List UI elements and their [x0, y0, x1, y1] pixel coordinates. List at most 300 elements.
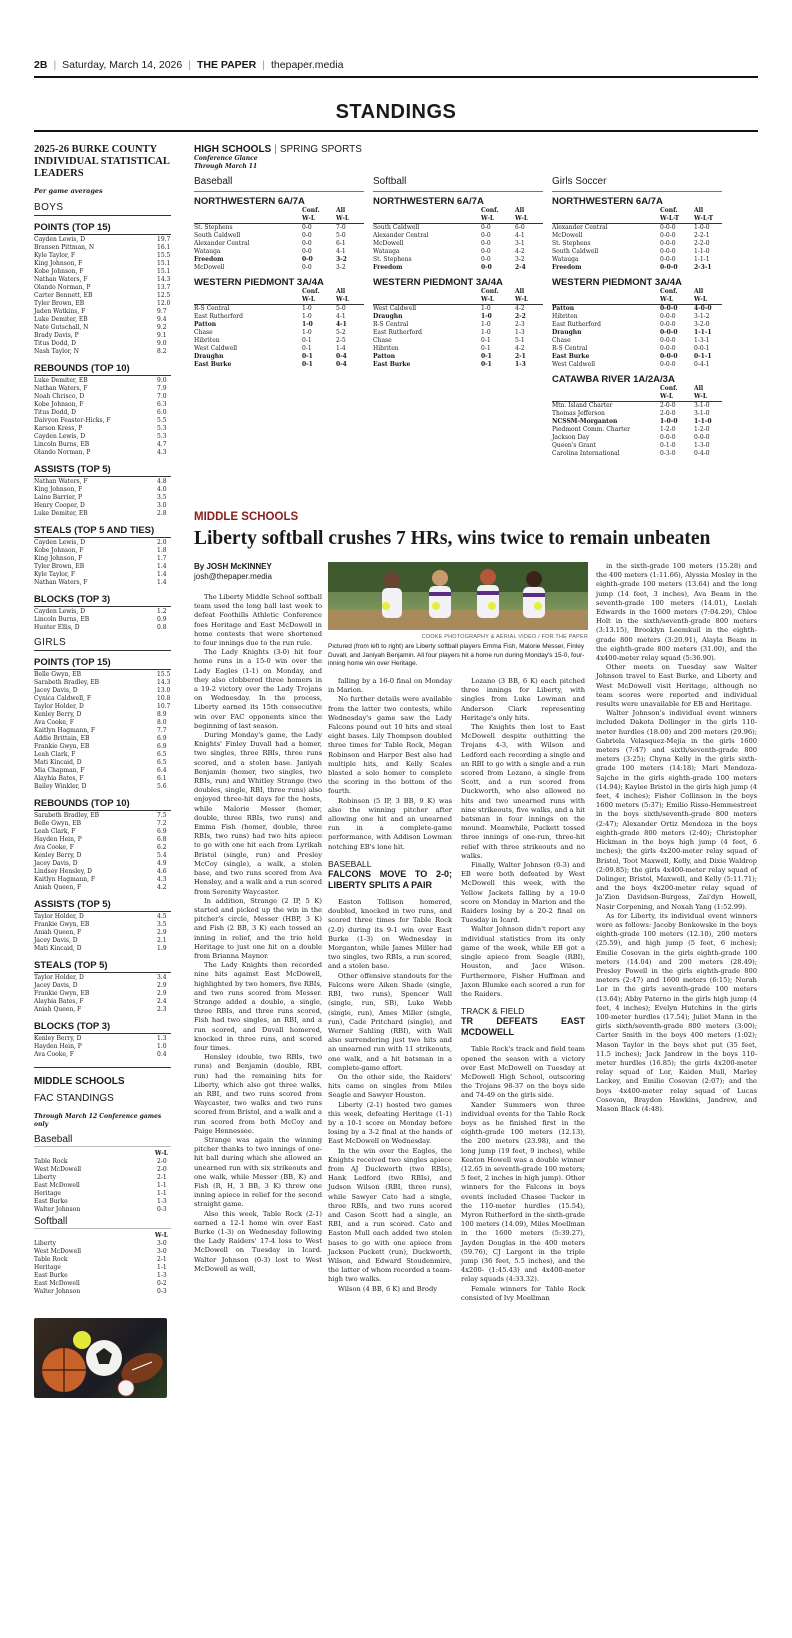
team-name: McDowell [373, 240, 404, 247]
stat-value: 10.7 [157, 703, 171, 710]
softball-team-image [328, 562, 588, 630]
conf-record: 0-0-0 [660, 240, 676, 247]
overall-record: 5-0 [336, 305, 346, 312]
stat-value: 4.7 [157, 441, 167, 448]
overall-record: 3-2 [336, 264, 346, 271]
stat-row [34, 884, 171, 892]
standing-row [373, 337, 543, 345]
stat-value: 14.3 [157, 276, 171, 283]
stat-row [34, 913, 171, 921]
stat-row [34, 671, 171, 679]
team-name: West Caldwell [552, 361, 596, 368]
stat-row [34, 929, 171, 937]
team-name: Freedom [552, 264, 582, 271]
overall-record: 1-1-1 [694, 256, 710, 263]
player-name: Titus Dodd, D [34, 409, 76, 416]
team-name: Queen's Grant [552, 442, 596, 449]
stat-row [34, 571, 171, 579]
team-name: St. Stephens [194, 224, 233, 231]
article-paragraph: The Knights then lost to East McDowell despite outhitting the Trojans 4-3, with Wilson and Ledford each recording a single and an RBI to go with a single and a run scored from Lozano, a single from Scott, and a run scored from Duckworth, who also allowed no hits and two unearned runs with nine strikeouts, five walks, and a hit batsman in four innings on the mound. Meanwhile, Puckett tossed three innings of one-run, three-hit relief with three strikeouts and no walks. [461, 723, 585, 860]
stat-value: 4.8 [157, 478, 167, 485]
stat-value: 15.1 [157, 268, 171, 275]
conf-record: 0-0-0 [660, 305, 678, 312]
stat-row [34, 268, 171, 276]
stat-row [34, 401, 171, 409]
team-name: Alexander Central [373, 232, 429, 239]
overall-record: 6-0 [515, 224, 525, 231]
standing-row [552, 321, 722, 329]
team-record: 0-3 [157, 1206, 167, 1213]
stat-row [34, 292, 171, 300]
team-name: Table Rock [34, 1158, 68, 1165]
fac-standing-row [34, 1264, 171, 1272]
stat-value: 7.5 [157, 812, 167, 819]
all-wl-header: W-L [694, 296, 708, 303]
conf-record: 0-0-0 [660, 353, 678, 360]
team-name: Chase [373, 337, 392, 344]
stat-value: 4.5 [157, 913, 167, 920]
player-name: Belle Gwyn, EB [34, 671, 82, 678]
table-header-row [552, 288, 722, 296]
overall-record: 4-1 [515, 232, 525, 239]
conference-name: WESTERN PIEDMONT 3A/4A [194, 277, 324, 288]
stat-value: 9.0 [157, 340, 167, 347]
team-name: East Rutherford [552, 321, 601, 328]
conf-wl-header: W-L [481, 296, 495, 303]
player-name: Sarabeth Bradley, EB [34, 812, 100, 819]
standing-row [373, 240, 543, 248]
stat-row [34, 876, 171, 884]
stat-value: 9.2 [157, 324, 167, 331]
player-name: Noah Chrisco, D [34, 393, 85, 400]
article-paragraph: Wilson (4 BB, 6 K) and Brody [338, 1284, 438, 1293]
player-name: Luke Demiter, EB [34, 316, 88, 323]
team-name: East McDowell [34, 1182, 80, 1189]
stat-row [34, 860, 171, 868]
stat-category [34, 798, 171, 892]
stat-row [34, 449, 171, 457]
stat-value: 3.4 [157, 974, 167, 981]
stat-value: 9.1 [157, 332, 167, 339]
stat-value: 6.0 [157, 409, 167, 416]
overall-record: 4-2 [515, 305, 525, 312]
conf-wl-header: W-L [660, 296, 674, 303]
fac-standing-row [34, 1288, 171, 1296]
stat-category [34, 363, 171, 457]
standing-row [194, 256, 364, 264]
player-name: Kyle Taylor, F [34, 252, 76, 259]
fac-standings-title: FAC STANDINGS [34, 1093, 114, 1104]
baseball-kicker: BASEBALL [328, 858, 372, 869]
stat-row [34, 417, 171, 425]
player-name: Luke Demiter, EB [34, 377, 88, 384]
fac-standing-row [34, 1240, 171, 1248]
conf-record: 0-0 [302, 224, 312, 231]
player-name: King Johnson, F [34, 260, 83, 267]
overall-record: 3-2-0 [694, 321, 710, 328]
player-name: Kenley Berry, D [34, 711, 82, 718]
conf-wl-header: W-L [302, 296, 316, 303]
player-name: Leah Clark, F [34, 828, 76, 835]
stat-row [34, 236, 171, 244]
player-name: Alayhia Bates, F [34, 998, 84, 1005]
sports-equipment-photo [34, 1318, 167, 1398]
conf-record: 0-0 [302, 264, 312, 271]
paper-name: THE PAPER [196, 59, 257, 71]
conf-record: 0-0 [481, 248, 491, 255]
conference-table [552, 278, 722, 369]
article-paragraph: Walter Johnson's individual event winners included Dakota Dollinger in the girls 110-meter hurdles (18.00) and 200 meters (29.96); Gabriela Velasquez-Mejia in the girls 1600 meters (7:47) and sixth/seventh-grade 800 meters (3:25); Chyna Kelly in the girls sixth-grade 100 meters (14:18); Mari Mendoza-Sajche in the girls eighth-grade 100 meters (14.94); Kaylee Bristol in the girls high jump (4 feet, 4 inches); Fisher Collinson in the boys 1600 meters (5:37); Emilio Risso-Hemmestreet in the boys sixth/seventh-grade 800 meters (2:47); Alexander Ortiz Mendoza in the boys eighth-grade 800 meters (2:40); Christopher Hickman in the boys high jump (4 feet, 6 inches); the girls 4x200-meter relay squad of Bristol, Toot Maxwell, Kelly, and Dixie Waldrop (2:09.85); the girls 4x400-meter relay squad of Dolinger, Bristol, Maxwell, and Kelly (5:11.71); and the boys 4x200-meter relay squad of Ja'Zion Davidson-Burgess, Zai'dyn Howell, Nasir Corpening, and Noxah Yang (1:52.99). [596, 709, 757, 911]
stat-row [34, 711, 171, 719]
table-header-row [373, 296, 543, 305]
player-name: Nate Gutschall, N [34, 324, 89, 331]
standing-row [552, 329, 722, 337]
stat-value: 6.3 [157, 401, 167, 408]
conf-record: 0-0-0 [660, 248, 676, 255]
standing-row [552, 248, 722, 256]
standing-row [194, 313, 364, 321]
all-header: All [336, 207, 346, 214]
header-spacer [194, 215, 302, 222]
stat-value: 15.5 [157, 252, 171, 259]
conf-record: 0-1 [481, 353, 492, 360]
fac-standing-row [34, 1182, 171, 1190]
all-header: All [694, 207, 704, 214]
conf-wl-header: W-L [302, 215, 316, 222]
stat-category-title: REBOUNDS (TOP 10) [34, 798, 171, 811]
team-record: 1-1 [157, 1190, 167, 1197]
high-schools-header: HIGH SCHOOLS | SPRING SPORTS Conference Glance Through March 11 [194, 144, 758, 171]
sidebar-divider [34, 1067, 171, 1068]
stat-row [34, 679, 171, 687]
fac-standing-row [34, 1166, 171, 1174]
stat-row [34, 735, 171, 743]
stat-value: 5.5 [157, 417, 167, 424]
player-name: Frankie Gwyn, EB [34, 990, 90, 997]
conf-record: 0-0-0 [660, 313, 676, 320]
team-name: Heritage [34, 1190, 61, 1197]
stat-value: 6.9 [157, 743, 167, 750]
team-name: East Burke [373, 361, 411, 368]
player-name: Kobe Johnson, F [34, 547, 84, 554]
conf-header: Conf. [660, 288, 678, 295]
fac-standing-row [34, 1248, 171, 1256]
header-spacer [194, 296, 302, 303]
article-paragraph: No further details were available from the latter two contests, while Wednesday's game saw the Lady Falcons pound out 10 hits and steal eight bases. Lily Thompson doubled three times for Table Rock, Megan Robinson and Harper Best also had multiple hits, and Kelly Scales blasted a solo homer to complete the scoring in the bottom of the fourth. [328, 695, 452, 796]
team-name: Draughn [552, 329, 582, 336]
team-name: Mtn. Island Charter [552, 402, 613, 409]
stat-row [34, 783, 171, 791]
conf-record: 0-1 [481, 337, 491, 344]
team-name: Patton [194, 321, 217, 328]
player-name: Jacey Davis, D [34, 982, 78, 989]
header-spacer [552, 385, 660, 392]
all-wl-header: W-L [515, 215, 529, 222]
overall-record: 4-2 [515, 248, 525, 255]
player-name: Brady Davis, P [34, 332, 79, 339]
stat-row [34, 616, 171, 624]
stat-row [34, 868, 171, 876]
player-name: Nathan Waters, F [34, 579, 88, 586]
stat-value: 4.0 [157, 486, 167, 493]
stat-value: 1.2 [157, 608, 167, 615]
table-header-row [552, 393, 722, 402]
through-date: Through March 11 [194, 163, 258, 170]
stat-value: 4.2 [157, 884, 167, 891]
stat-row [34, 624, 171, 632]
table-header-row [552, 296, 722, 305]
article-headline: Liberty softball crushes 7 HRs, wins twice to remain unbeaten [194, 528, 711, 549]
overall-record: 0-1-1 [694, 353, 712, 360]
standing-row [552, 410, 722, 418]
stat-value: 0.4 [157, 1051, 167, 1058]
overall-record: 4-1 [336, 313, 346, 320]
header-spacer [194, 288, 302, 295]
stat-value: 15.1 [157, 260, 171, 267]
player-name: Nathan Waters, F [34, 276, 88, 283]
stat-row [34, 308, 171, 316]
overall-record: 2-4 [515, 264, 526, 271]
stat-value: 14.3 [157, 679, 171, 686]
conf-record: 0-0-0 [660, 337, 676, 344]
all-header: All [515, 288, 525, 295]
stat-value: 2.1 [157, 937, 167, 944]
article-paragraph: Lozano (3 BB, 6 K) each pitched three innings for Liberty, with singles from Luke Lowman and Anderson Clark representing Heritage's only hits. [461, 677, 585, 722]
conf-record: 0-0 [302, 240, 312, 247]
overall-record: 7-0 [336, 224, 346, 231]
overall-record: 0-0-1 [694, 345, 710, 352]
stat-row [34, 719, 171, 727]
byline-name: By JOSH McKINNEY [194, 562, 272, 571]
team-name: Walter Johnson [34, 1288, 81, 1295]
standing-row [552, 305, 722, 313]
team-record: 2-0 [157, 1158, 167, 1165]
team-name: Hibriten [194, 337, 220, 344]
conference-table [373, 278, 543, 369]
player-name: Mati Kincaid, D [34, 759, 82, 766]
stat-value: 2.8 [157, 510, 167, 517]
conf-header: Conf. [481, 288, 499, 295]
conf-record: 0-0 [302, 256, 313, 263]
player-name: Titus Dodd, D [34, 340, 76, 347]
stat-value: 2.4 [157, 998, 167, 1005]
stat-row [34, 836, 171, 844]
stat-value: 3.5 [157, 921, 167, 928]
team-record: 1-3 [157, 1272, 167, 1279]
stat-category-title: STEALS (TOP 5) [34, 960, 171, 973]
overall-record: 1-3 [515, 361, 526, 368]
sidebar-title: 2025-26 BURKE COUNTY INDIVIDUAL STATISTICAL LEADERS [34, 144, 170, 179]
team-name: South Caldwell [552, 248, 599, 255]
player-name: Tyler Brown, EB [34, 300, 85, 307]
team-name: Thomas Jefferson [552, 410, 605, 417]
stat-value: 6.5 [157, 759, 167, 766]
stat-row [34, 812, 171, 820]
stat-row [34, 759, 171, 767]
stat-category [34, 899, 171, 953]
standing-row [194, 240, 364, 248]
fac-note: Through March 12 Conference games only [34, 1113, 162, 1128]
masthead: 2B | Saturday, March 14, 2026 | THE PAPER | thepaper.media [34, 59, 344, 71]
article-paragraph: In the win over the Eagles, the Knights received two singles apiece from AJ Duckworth (two RBIs), Hank Ledford (two RBIs), and Judson Wilson (RBI, three runs), while Sawyer Cato had a single, three RBIs, and two runs scored and Cason Scott had a single, an RBI, and a run scored. Cato and Easton Mull each added two stolen bases to go with one apiece from Jackson Puckett (run), Duckworth, Wilson, and Edward Stoudenmire, the latter of whom recorded a team-high two walks. [328, 1146, 452, 1284]
stat-row [34, 608, 171, 616]
standing-row [194, 248, 364, 256]
conf-record: 0-1 [302, 361, 313, 368]
stat-row [34, 284, 171, 292]
player-name: Hayden Hein, P [34, 1043, 82, 1050]
stat-value: 5.6 [157, 783, 167, 790]
player-name: Cynica Caldwell, F [34, 695, 92, 702]
conf-record: 1-0 [481, 305, 491, 312]
team-name: St. Stephens [373, 256, 412, 263]
overall-record: 3-1-2 [694, 313, 710, 320]
stat-category-title: ASSISTS (TOP 5) [34, 464, 171, 477]
conf-header: Conf. [302, 207, 320, 214]
conference-table [552, 197, 722, 272]
team-name: Alexander Central [194, 240, 250, 247]
stat-row [34, 393, 171, 401]
team-name: East Burke [34, 1198, 68, 1205]
team-name: McDowell [194, 264, 225, 271]
article-paragraph: The Lady Knights then recorded nine hits against East McDowell, highlighted by two homers, five RBIs, and two runs scored from Messer. Strange added a double, a single, three RBIs, and three runs scored, Fish had two singles, an RBI, and a run scored, and Duvall homered, knocked in three runs, and scored four times. [194, 961, 322, 1052]
player-name: Jacey Davis, D [34, 687, 78, 694]
stat-value: 7.2 [157, 820, 167, 827]
player-name: Cayden Lewis, D [34, 433, 86, 440]
stat-value: 7.0 [157, 393, 167, 400]
stat-row [34, 555, 171, 563]
byline-email[interactable]: josh@thepaper.media [194, 572, 272, 581]
all-wl-header: W-L [336, 296, 350, 303]
standing-row [373, 256, 543, 264]
player-name: Karson Kress, P [34, 425, 83, 432]
table-header-row [552, 215, 722, 224]
standing-row [373, 321, 543, 329]
stat-value: 2.0 [157, 539, 167, 546]
player-name: Frankie Gwyn, EB [34, 743, 90, 750]
player-name: Olando Norman, P [34, 284, 91, 291]
stat-value: 8.0 [157, 719, 167, 726]
overall-record: 1-1-1 [694, 329, 712, 336]
conf-record: 0-0-0 [660, 434, 676, 441]
stat-row [34, 433, 171, 441]
overall-record: 0-4-0 [694, 450, 710, 457]
team-name: Freedom [373, 264, 403, 271]
overall-record: 6-1 [336, 240, 346, 247]
conf-header: Conf. [302, 288, 320, 295]
byline [194, 562, 272, 582]
player-name: Sarabeth Bradley, EB [34, 679, 100, 686]
stat-value: 1.9 [157, 945, 167, 952]
conference-table [373, 197, 543, 272]
conf-record: 0-0-0 [660, 232, 676, 239]
conf-record: 0-0-0 [660, 329, 678, 336]
stat-category [34, 1021, 171, 1059]
team-name: Freedom [194, 256, 224, 263]
overall-record: 2-1 [515, 353, 526, 360]
stat-row [34, 828, 171, 836]
standing-row [552, 426, 722, 434]
stat-row [34, 441, 171, 449]
overall-record: 4-1 [336, 321, 347, 328]
stat-row [34, 775, 171, 783]
team-name: Hibriten [552, 313, 578, 320]
player-name: Hunter Ellis, D [34, 624, 80, 631]
article-column-1 [194, 593, 322, 1274]
conf-record: 1-0 [302, 305, 312, 312]
table-header-row [194, 288, 364, 296]
team-record: 0-3 [157, 1288, 167, 1295]
team-name: Hibriten [373, 345, 399, 352]
stat-value: 2.3 [157, 1006, 167, 1013]
track-kicker: TRACK & FIELD [461, 1006, 525, 1017]
stat-row [34, 990, 171, 998]
stat-value: 1.0 [157, 1043, 167, 1050]
stat-value: 3.5 [157, 494, 167, 501]
team-record: 3-0 [157, 1248, 167, 1255]
fac-standing-row [34, 1256, 171, 1264]
stat-row [34, 703, 171, 711]
player-name: Cayden Lewis, D [34, 236, 86, 243]
standing-row [552, 442, 722, 450]
standing-row [194, 353, 364, 361]
stat-row [34, 579, 171, 587]
team-name: West Caldwell [194, 345, 238, 352]
site-link[interactable]: thepaper.media [271, 59, 344, 71]
overall-record: 2-2-1 [694, 232, 710, 239]
stat-category-title: POINTS (TOP 15) [34, 222, 171, 235]
conference-name: NORTHWESTERN 6A/7A [194, 196, 305, 207]
stat-value: 8.2 [157, 348, 167, 355]
conf-record: 0-1 [302, 353, 313, 360]
article-paragraph: On the other side, the Raiders' hits came on singles from Miles Seagle and Sawyer Houston. [328, 1072, 452, 1100]
stat-row [34, 409, 171, 417]
conference-table [552, 375, 722, 458]
player-name: Jaden Watkins, F [34, 308, 86, 315]
stat-row [34, 1043, 171, 1051]
article-column-4 [596, 562, 757, 1114]
article-paragraph: Liberty (2-1) hosted two games this week, defeating Heritage (1-1) by a 10-1 score on Monday before losing by a 3-2 final at the hands of East McDowell on Wednesday. [328, 1100, 452, 1146]
article-paragraph: Xander Summers won three individual events for the Table Rock boys as he finished first in the eighth-grade 100 meters (12.13), the 200 meters (23.98), and the long jump (19 feet, 9 inches), while Keaton Howell was a double winner (12.65 in seventh-grade 100 meters; 5 feet, 2 inches in high jump). Other winners for the Falcons in boys events included Chasee Tucker in the 110-meter hurdles (15.54), Myron Rutherford in the sixth-grade 100 meters (14.09), Miles Moellman in the 1600 meters (5:39.27), Jayden Douglas in the 400 meters (59.76), CJ Largent in the triple jump (36 feet, 5.5 inches), and the 4x200- (1:45.43) and 4x400-meter relay squads (4:33.32). [461, 1100, 585, 1284]
stat-row [34, 743, 171, 751]
stat-category-title: STEALS (TOP 5 AND TIES) [34, 525, 171, 538]
stat-row [34, 260, 171, 268]
table-header-row [373, 215, 543, 224]
stat-row [34, 687, 171, 695]
stat-row [34, 974, 171, 982]
page-title: STANDINGS [335, 101, 457, 123]
fac-tables [34, 1136, 171, 1296]
conf-record: 0-0-0 [660, 321, 676, 328]
sport-label: Girls Soccer [552, 176, 722, 192]
table-header-row [552, 207, 722, 215]
stat-value: 12.5 [157, 292, 171, 299]
team-name: East Burke [34, 1272, 68, 1279]
all-header: All [694, 288, 704, 295]
overall-record: 0-4 [336, 353, 347, 360]
conference-name: WESTERN PIEDMONT 3A/4A [373, 277, 503, 288]
team-name: Chase [194, 329, 213, 336]
standing-row [373, 264, 543, 272]
stat-row [34, 820, 171, 828]
stat-row [34, 539, 171, 547]
header-spacer [552, 393, 660, 400]
conf-record: 0-1 [481, 345, 491, 352]
stat-category [34, 960, 171, 1014]
player-name: Belle Gwyn, EB [34, 820, 82, 827]
overall-record: 1-1-0 [694, 418, 712, 425]
stat-value: 9.0 [157, 377, 167, 384]
article-paragraph: Strange was again the winning pitcher thanks to two innings of one-hit ball during which she allowed an unearned run with six strikeouts and one walk, while Messer (BB, K) and Fish (R, H, 3 BB, 3 K) threw one inning apiece in relief for the second straight game. [194, 1135, 322, 1209]
